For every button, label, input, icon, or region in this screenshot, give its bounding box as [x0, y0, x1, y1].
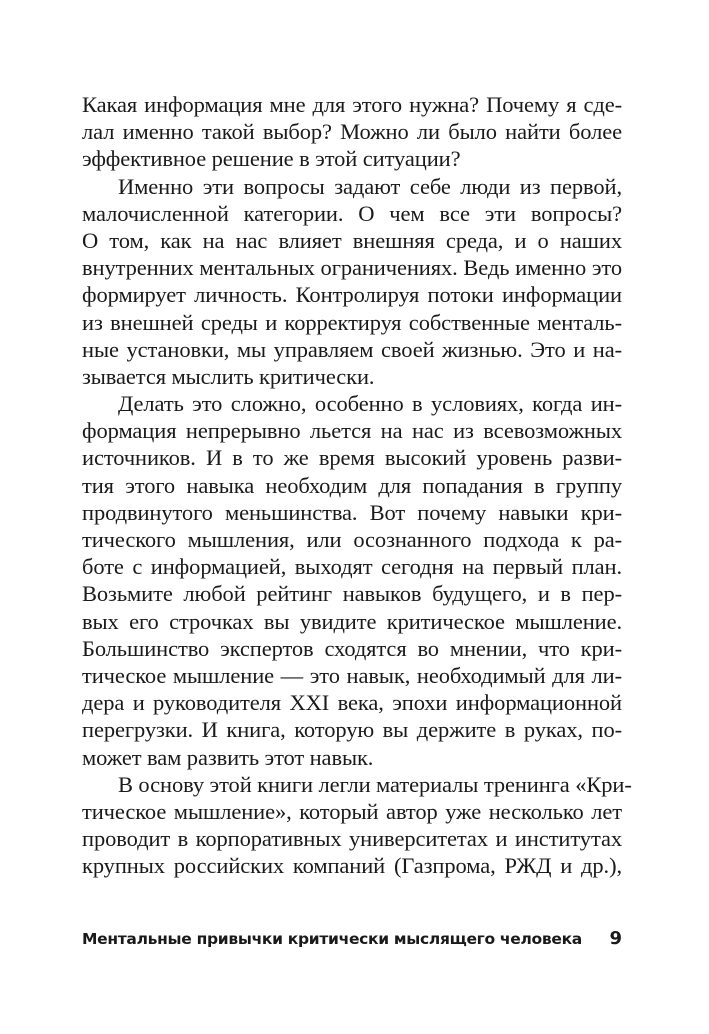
text-line: источников. И в то же время высокий уровень разви- — [82, 445, 622, 471]
text-line: дера и руководителя XXI века, эпохи информационной — [82, 690, 622, 716]
text-line: тического мышления, или осознанного подхода к ра- — [82, 527, 622, 552]
text-line: Именно эти вопросы задают себе люди из первой, — [118, 173, 622, 199]
text-line: боте с информацией, выходят сегодня на первый план. — [82, 554, 622, 580]
text-line: тическое мышление», который автор уже несколько лет — [82, 798, 622, 824]
text-line: формирует личность. Контролируя потоки информации — [82, 282, 622, 308]
paragraph-4 — [82, 771, 632, 880]
text-line: из внешней среды и корректируя собственные менталь- — [82, 309, 622, 335]
text-line: может вам развить этот навык. — [82, 744, 374, 770]
text-line: Возьмите любой рейтинг навыков будущего, и в пер- — [82, 581, 622, 607]
text-line: продвинутого меньшинства. Вот почему навыки кри- — [82, 499, 622, 525]
text-line: лал именно такой выбор? Можно ли было найти более — [82, 119, 622, 145]
paragraph-2 — [82, 173, 622, 391]
text-line: перегрузки. И книга, которую вы держите в руках, по- — [82, 717, 622, 743]
page-number: 9 — [609, 928, 622, 949]
text-line: В основу этой книги легли материалы тренинга «Кри- — [118, 771, 632, 797]
text-line: ные установки, мы управляем своей жизнью. Это и на- — [82, 336, 622, 362]
text-line: тия этого навыка необходим для попадания в группу — [82, 472, 622, 498]
paragraph-3 — [82, 390, 622, 771]
text-line: О том, как на нас влияет внешняя среда, и о наших — [82, 227, 622, 253]
text-line: вых его строчках вы увидите критическое мышление. — [82, 608, 622, 634]
text-line: тическое мышление — это навык, необходимый для ли- — [82, 662, 622, 688]
text-line: Какая информация мне для этого нужна? Почему я сде- — [82, 92, 622, 117]
running-title: Ментальные привычки критически мыслящего человека — [82, 930, 582, 948]
text-line: малочисленной категории. О чем все эти вопросы? — [82, 200, 622, 226]
page-footer — [82, 925, 622, 953]
text-line: формация непрерывно льется на нас из всевозможных — [82, 418, 622, 444]
text-line: крупных российских компаний (Газпрома, РЖД и др.), — [82, 853, 622, 879]
text-line: Большинство экспертов сходятся во мнении, что кри- — [82, 635, 622, 661]
text-line: внутренних ментальных ограничениях. Ведь именно это — [82, 255, 622, 281]
text-line: зывается мыслить критически. — [82, 363, 375, 389]
paragraph-1 — [82, 91, 622, 173]
text-line: эффективное решение в этой ситуации? — [82, 146, 461, 172]
text-line: Делать это сложно, особенно в условиях, когда ин- — [118, 391, 622, 417]
page-body — [82, 91, 632, 879]
text-line: проводит в корпоративных университетах и институтах — [82, 826, 622, 852]
